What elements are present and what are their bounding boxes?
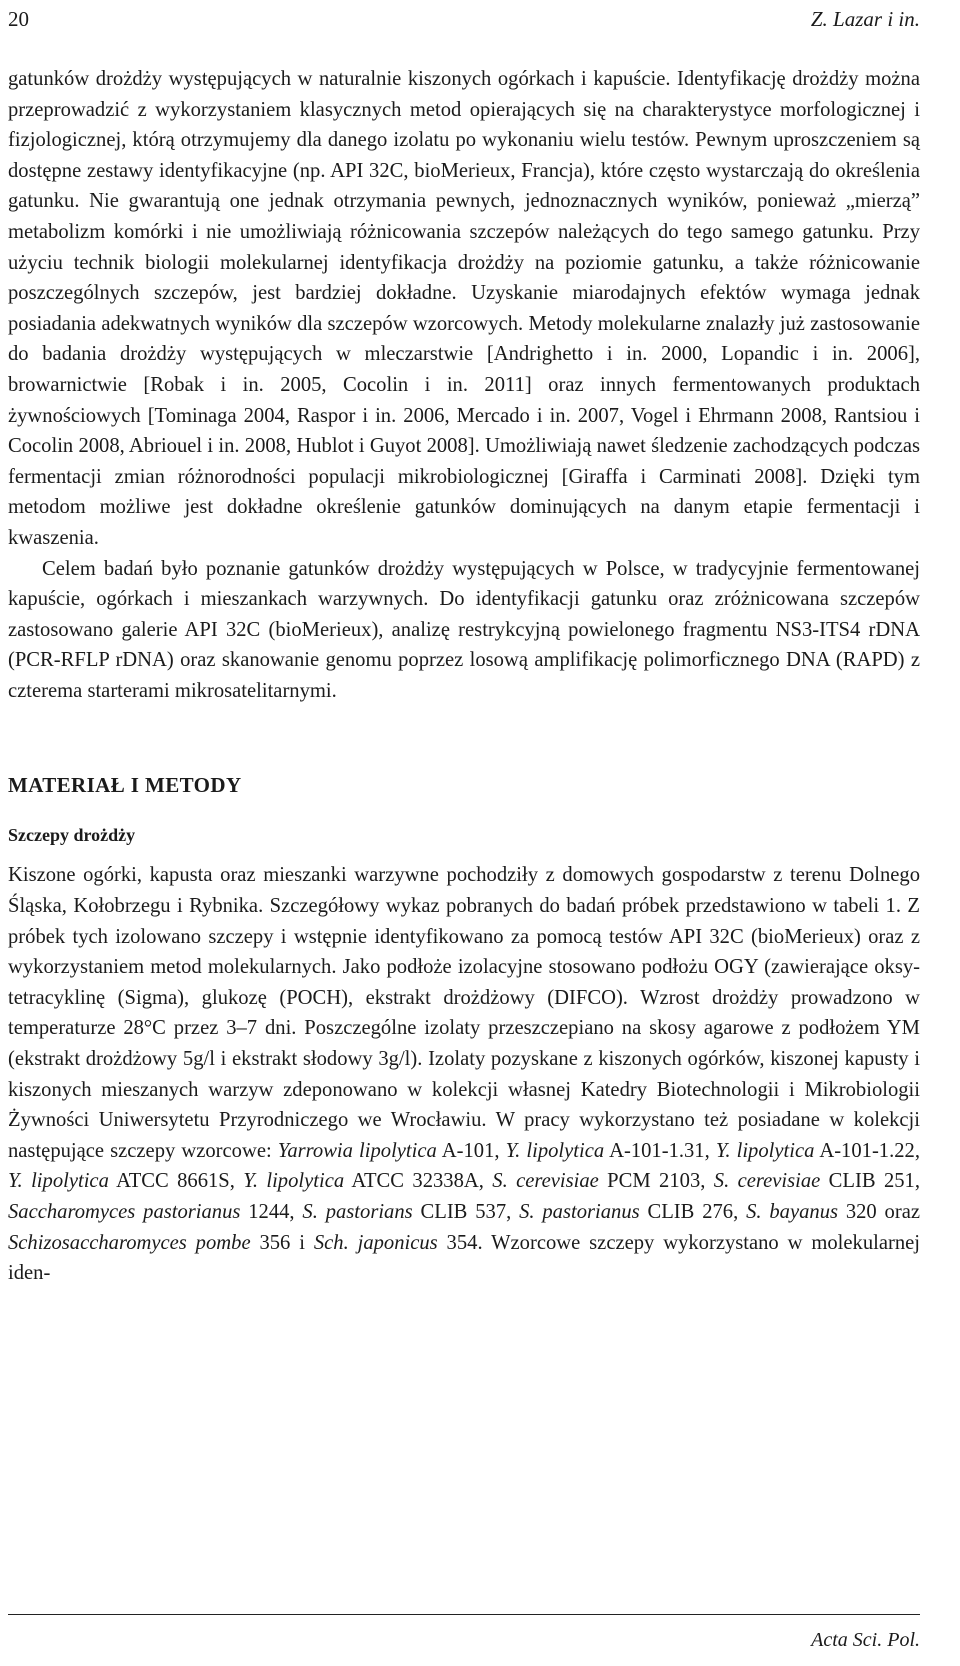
species-name: Y. lipolytica bbox=[243, 1170, 345, 1193]
text-run: 320 oraz bbox=[838, 1201, 920, 1223]
text-run: CLIB 276, bbox=[639, 1201, 747, 1223]
species-name: S. cerevisiae bbox=[713, 1170, 821, 1193]
species-name: Yarrowia lipolytica bbox=[277, 1139, 437, 1162]
species-name: Sch. japonicus bbox=[313, 1231, 438, 1254]
text-run: ATCC 8661S, bbox=[108, 1170, 244, 1193]
species-name: Y. lipolytica bbox=[8, 1170, 109, 1193]
page-footer bbox=[8, 1614, 920, 1651]
page-number: 20 bbox=[8, 7, 29, 31]
methods-paragraph bbox=[8, 860, 920, 1288]
species-name: S. cerevisiae bbox=[492, 1170, 599, 1193]
running-head-author: Z. Lazar i in. bbox=[810, 7, 920, 31]
text-run: PCM 2103, bbox=[598, 1170, 714, 1193]
subsection-heading: Szczepy drożdży bbox=[8, 825, 136, 846]
text-run: CLIB 537, bbox=[412, 1201, 520, 1223]
species-name: Y. lipolytica bbox=[505, 1139, 605, 1162]
intro-paragraph-continued: gatunków drożdży występujących w naturalnie kiszonych ogórkach i kapuście. Identyfikację drożdży można przeprowadzić z wykorzystaniem klasycznych metod opierających się na charakterystyce morfologicznej i fizjologicznej, którą otrzymujemy dla danego izolatu po wykonaniu wielu testów. Pewnym uproszczeniem są dostępne zestawy identyfikacyjne (np. API 32C, bioMerieux, Francja), które często wystarczają do określenia gatunku. Nie gwarantują one jednak otrzymania pewnych, jednoznacznych wyników, ponieważ „mierzą” metabolizm komórki i nie umożliwiają różnicowania szczepów należących do tego samego gatunku. Przy użyciu technik biologii molekularnej identyfikacja drożdży na poziomie gatunku, a także różnicowanie poszczególnych szczepów, jest bardziej dokładne. Uzyskanie miarodajnych efektów wymaga jednak posiadania adekwatnych wyników dla szczepów wzorcowych. Metody molekularne znalazły już zastosowanie do badania drożdży występujących w mleczarstwie [Andrighetto i in. 2000, Lopandic i in. 2006], browarnictwie [Robak i in. 2005, Cocolin i in. 2011] oraz innych fermentowanych produktach żywnościowych [Tominaga 2004, Raspor i in. 2006, Mercado i in. 2007, Vogel i Ehrmann 2008, Rantsiou i Cocolin 2008, Abriouel i in. 2008, Hublot i Guyot 2008]. Umożliwiają nawet śledzenie zachodzących podczas fermentacji zmian różnorodności populacji mikrobiologicznej [Giraffa i Carminati 2008]. Dzięki tym metodom możliwe jest dokładne określenie gatunków dominujących na danym etapie fermentacji i kwaszenia. bbox=[8, 68, 920, 549]
species-name: S. bayanus bbox=[746, 1201, 839, 1223]
text-run: ATCC 32338A, bbox=[344, 1170, 493, 1193]
journal-name: Acta Sci. Pol. bbox=[811, 1629, 920, 1651]
text-run: A-101, bbox=[436, 1139, 506, 1162]
text-run: 356 i bbox=[250, 1231, 314, 1254]
text-run: 1244, bbox=[240, 1201, 303, 1223]
text-run: CLIB 251, bbox=[820, 1170, 920, 1193]
species-name: S. pastorians bbox=[302, 1201, 413, 1223]
aim-paragraph: Celem badań było poznanie gatunków drożdży występujących w Polsce, w tradycyjnie fermentowanej kapuście, ogórkach i mieszankach warzywnych. Do identyfikacji gatunku oraz zróżnicowana szczepów zastosowano galerie API 32C (bioMerieux), analizę restrykcyjną powielonego fragmentu NS3-ITS4 rDNA (PCR-RFLP rDNA) oraz skanowanie genomu poprzez losową amplifikację polimorficznego DNA (RAPD) z czterema starterami mikrosatelitarnymi. bbox=[8, 557, 920, 702]
text-run: A-101-1.31, bbox=[604, 1139, 716, 1162]
species-name: Saccharomyces pastorianus bbox=[8, 1201, 241, 1223]
text-run: Kiszone ogórki, kapusta oraz mieszanki warzywne pochodziły z domowych gospodarstw z terenu Dolnego Śląska, Kołobrzegu i Rybnika. Szczegółowy wykaz pobranych do badań próbek przedstawiono w tabeli 1. Z próbek tych izolowano szczepy i wstępnie identyfikowano za pomocą testów API 32C (bioMerieux) oraz z wykorzystaniem metod molekularnych. Jako podłoże izolacyjne stosowano podłożu OGY (zawierające oksytetracyklinę (Sigma), glukozę (POCH), ekstrakt drożdżowy (DIFCO). Wzrost drożdży prowadzono w temperaturze 28°C przez 3–7 dni. Poszczególne izolaty przeszczepiano na skosy agarowe z podłożem YM (ekstrakt drożdżowy 5g/l i ekstrakt słodowy 3g/l). Izolaty pozyskane z kiszonych ogórków, kiszonej kapusty i kiszonych mieszanych warzyw zdeponowano w kolekcji własnej Katedry Biotechnologii i Mikrobiologii Żywności Uniwersytetu Przyrodniczego we Wrocławiu. W pracy wykorzystano też posiadane w kolekcji następujące szczepy wzorcowe: bbox=[8, 864, 920, 1162]
species-name: Schizosaccharomyces pombe bbox=[8, 1231, 251, 1254]
species-name: S. pastorianus bbox=[519, 1201, 640, 1223]
species-name: Y. lipolytica bbox=[715, 1139, 815, 1162]
section-heading: MATERIAŁ I METODY bbox=[8, 773, 242, 798]
text-run: A-101-1.22, bbox=[814, 1139, 920, 1162]
running-head bbox=[8, 0, 920, 42]
body-text bbox=[8, 64, 920, 1289]
text-run: 354. Wzorcowe szczepy wykorzystano w molekularnej iden- bbox=[8, 1231, 921, 1285]
